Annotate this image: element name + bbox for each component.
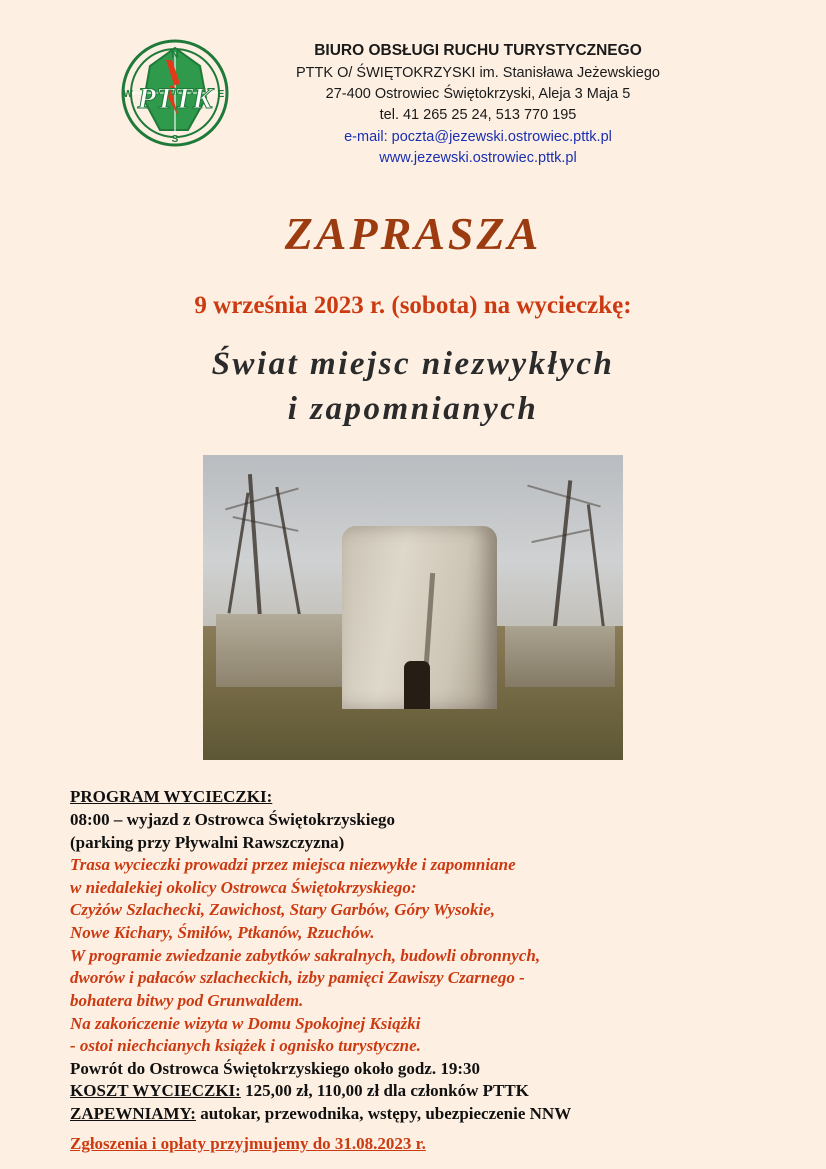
- program-description-1: W programie zwiedzanie zabytków sakralnych, budowli obronnych,: [70, 945, 541, 965]
- program-provided-label: ZAPEWNIAMY:: [70, 1103, 196, 1123]
- program-description-3: bohatera bitwy pod Grunwaldem.: [70, 990, 304, 1010]
- program-places-1: Czyżów Szlachecki, Zawichost, Stary Garbów, Góry Wysokie,: [70, 900, 496, 920]
- org-title: BIURO OBSŁUGI RUCHU TURYSTYCZNEGO: [314, 42, 642, 59]
- ruin-wall-right: [505, 626, 614, 687]
- program-return: Powrót do Ostrowca Świętokrzyskiego około godz. 19:30: [70, 1058, 481, 1078]
- program-departure: 08:00 – wyjazd z Ostrowca Świętokrzyskiego: [70, 810, 396, 830]
- org-email[interactable]: e-mail: poczta@jezewski.ostrowiec.pttk.pl: [344, 128, 612, 145]
- program-places-2: Nowe Kichary, Śmiłów, Ptkanów, Rzuchów.: [70, 923, 375, 943]
- svg-text:W: W: [123, 89, 133, 100]
- program-route-1: Trasa wycieczki prowadzi przez miejsca niezwykłe i zapomniane: [70, 855, 516, 875]
- program-description-2: dworów i pałaców szlacheckich, izby pamięci Zawiszy Czarnego -: [70, 968, 525, 988]
- program-cost-label: KOSZT WYCIECZKI:: [70, 1081, 241, 1101]
- program-section: [70, 786, 756, 1155]
- program-parking: (parking przy Pływalni Rawszczyzna): [70, 832, 345, 852]
- svg-text:E: E: [217, 89, 225, 100]
- ruin-wall-left: [216, 614, 350, 687]
- trip-date: 9 września 2023 r. (sobota) na wycieczkę:: [194, 292, 632, 320]
- program-deadline: Zgłoszenia i opłaty przyjmujemy do 31.08.2023 r.: [70, 1133, 426, 1153]
- program-cost-value: 125,00 zł, 110,00 zł dla członków PTTK: [240, 1081, 529, 1101]
- trip-title-line-1: Świat miejsc niezwykłych: [211, 346, 615, 383]
- header-contact-block: [230, 30, 766, 169]
- stone-tower: [342, 526, 497, 709]
- svg-text:PTTK: PTTK: [137, 82, 213, 115]
- trip-title-line-2: i zapomnianych: [287, 390, 539, 427]
- program-route-2: w niedalekiej okolicy Ostrowca Świętokrzyskiego:: [70, 877, 417, 897]
- trip-photo: [203, 455, 623, 760]
- org-branch: PTTK O/ ŚWIĘTOKRZYSKI im. Stanisława Jeżewskiego: [296, 64, 660, 81]
- svg-text:N: N: [171, 50, 179, 61]
- page-title: ZAPRASZA: [284, 208, 542, 260]
- program-description-5: - ostoi niechcianych książek i ognisko turystyczne.: [70, 1036, 421, 1056]
- program-heading: PROGRAM WYCIECZKI:: [70, 787, 273, 807]
- pttk-logo-icon: [120, 38, 230, 148]
- org-phone: tel. 41 265 25 24, 513 770 195: [379, 107, 577, 124]
- program-provided-value: autokar, przewodnika, wstępy, ubezpieczenie NNW: [195, 1103, 572, 1123]
- program-provided: [70, 1103, 756, 1126]
- program-description-4: Na zakończenie wizyta w Domu Spokojnej Książki: [70, 1013, 421, 1033]
- trip-title: [0, 342, 826, 431]
- program-cost: [70, 1080, 756, 1103]
- org-address: 27-400 Ostrowiec Świętokrzyski, Aleja 3 Maja 5: [325, 86, 631, 103]
- tower-crack: [424, 573, 435, 665]
- header: [0, 0, 826, 169]
- svg-text:S: S: [171, 134, 179, 145]
- tower-doorway: [404, 661, 430, 709]
- org-website[interactable]: www.jezewski.ostrowiec.pttk.pl: [379, 150, 577, 167]
